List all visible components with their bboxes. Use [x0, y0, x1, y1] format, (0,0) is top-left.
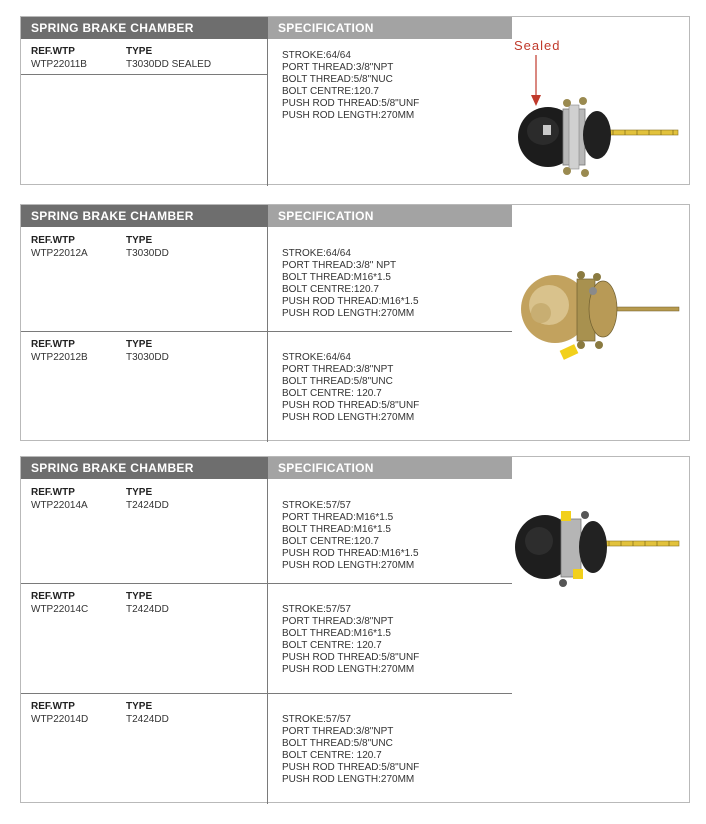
- spec-port-thread: PORT THREAD:3/8" NPT: [282, 260, 397, 271]
- header-specification: SPECIFICATION: [268, 17, 512, 39]
- column-divider: [267, 39, 268, 186]
- type-label: TYPE: [126, 235, 153, 246]
- spec-stroke: STROKE:57/57: [282, 604, 351, 615]
- spec-list: [282, 714, 419, 786]
- spec-push-rod-thread: PUSH ROD THREAD:5/8"UNF: [282, 762, 420, 773]
- type-label: TYPE: [126, 701, 153, 712]
- brake-chamber-sealed-image: [513, 95, 685, 179]
- spec-push-rod-length: PUSH ROD LENGTH:270MM: [282, 774, 415, 785]
- type-value: T3030DD: [126, 248, 169, 259]
- spec-stroke: STROKE:64/64: [282, 50, 351, 61]
- spec-push-rod-thread: PUSH ROD THREAD:M16*1.5: [282, 548, 419, 559]
- spec-list: [282, 352, 419, 424]
- spec-bolt-centre: BOLT CENTRE:120.7: [282, 284, 379, 295]
- spec-push-rod-thread: PUSH ROD THREAD:M16*1.5: [282, 296, 419, 307]
- spec-list: [282, 604, 419, 676]
- type-value: T3030DD: [126, 352, 169, 363]
- spec-push-rod-length: PUSH ROD LENGTH:270MM: [282, 560, 415, 571]
- header-spring-brake-chamber: SPRING BRAKE CHAMBER: [21, 205, 268, 227]
- spec-port-thread: PORT THREAD:3/8"NPT: [282, 364, 394, 375]
- type-label: TYPE: [126, 591, 153, 602]
- ref-label: REF.WTP: [31, 46, 75, 57]
- header-spring-brake-chamber: SPRING BRAKE CHAMBER: [21, 17, 268, 39]
- spec-push-rod-thread: PUSH ROD THREAD:5/8"UNF: [282, 652, 420, 663]
- product-block-1: [20, 16, 690, 185]
- spec-list: [282, 248, 419, 320]
- spec-bolt-centre: BOLT CENTRE:120.7: [282, 86, 379, 97]
- ref-label: REF.WTP: [31, 487, 75, 498]
- row-divider: [21, 74, 268, 75]
- type-value: T2424DD: [126, 604, 169, 615]
- ref-value: WTP22014D: [31, 714, 89, 725]
- row-divider: [21, 331, 512, 332]
- type-value: T2424DD: [126, 500, 169, 511]
- spec-port-thread: PORT THREAD:3/8"NPT: [282, 62, 394, 73]
- product-block-2: [20, 204, 690, 441]
- brake-chamber-brass-image: [519, 265, 685, 361]
- spec-push-rod-length: PUSH ROD LENGTH:270MM: [282, 664, 415, 675]
- spec-bolt-centre: BOLT CENTRE: 120.7: [282, 750, 382, 761]
- ref-label: REF.WTP: [31, 235, 75, 246]
- spec-push-rod-length: PUSH ROD LENGTH:270MM: [282, 412, 415, 423]
- spec-stroke: STROKE:57/57: [282, 500, 351, 511]
- header-specification: SPECIFICATION: [268, 205, 512, 227]
- spec-list: [282, 50, 419, 122]
- ref-value: WTP22012A: [31, 248, 88, 259]
- ref-label: REF.WTP: [31, 591, 75, 602]
- spec-bolt-centre: BOLT CENTRE: 120.7: [282, 640, 382, 651]
- ref-label: REF.WTP: [31, 701, 75, 712]
- type-label: TYPE: [126, 487, 153, 498]
- spec-port-thread: PORT THREAD:3/8"NPT: [282, 616, 394, 627]
- ref-value: WTP22014C: [31, 604, 89, 615]
- brake-chamber-black-image: [511, 507, 685, 591]
- spec-stroke: STROKE:57/57: [282, 714, 351, 725]
- spec-bolt-thread: BOLT THREAD:M16*1.5: [282, 628, 391, 639]
- sealed-annotation: Sealed: [514, 38, 561, 53]
- spec-port-thread: PORT THREAD:M16*1.5: [282, 512, 394, 523]
- type-label: TYPE: [126, 339, 153, 350]
- column-divider: [267, 479, 268, 804]
- header-specification: SPECIFICATION: [268, 457, 512, 479]
- ref-value: WTP22014A: [31, 500, 88, 511]
- spec-bolt-thread: BOLT THREAD:5/8"NUC: [282, 74, 393, 85]
- spec-stroke: STROKE:64/64: [282, 352, 351, 363]
- spec-push-rod-length: PUSH ROD LENGTH:270MM: [282, 308, 415, 319]
- type-value: T2424DD: [126, 714, 169, 725]
- spec-bolt-thread: BOLT THREAD:M16*1.5: [282, 272, 391, 283]
- spec-bolt-centre: BOLT CENTRE:120.7: [282, 536, 379, 547]
- type-label: TYPE: [126, 46, 153, 57]
- spec-push-rod-thread: PUSH ROD THREAD:5/8"UNF: [282, 98, 420, 109]
- row-divider: [21, 583, 512, 584]
- column-divider: [267, 227, 268, 442]
- spec-stroke: STROKE:64/64: [282, 248, 351, 259]
- product-block-3: [20, 456, 690, 803]
- type-value: T3030DD SEALED: [126, 59, 212, 70]
- ref-label: REF.WTP: [31, 339, 75, 350]
- ref-value: WTP22012B: [31, 352, 88, 363]
- ref-value: WTP22011B: [31, 59, 87, 70]
- spec-bolt-thread: BOLT THREAD:M16*1.5: [282, 524, 391, 535]
- spec-push-rod-length: PUSH ROD LENGTH:270MM: [282, 110, 415, 121]
- row-divider: [21, 693, 512, 694]
- spec-bolt-thread: BOLT THREAD:5/8"UNC: [282, 376, 393, 387]
- spec-push-rod-thread: PUSH ROD THREAD:5/8"UNF: [282, 400, 420, 411]
- header-spring-brake-chamber: SPRING BRAKE CHAMBER: [21, 457, 268, 479]
- spec-bolt-centre: BOLT CENTRE: 120.7: [282, 388, 382, 399]
- spec-bolt-thread: BOLT THREAD:5/8"UNC: [282, 738, 393, 749]
- spec-list: [282, 500, 419, 572]
- spec-port-thread: PORT THREAD:3/8"NPT: [282, 726, 394, 737]
